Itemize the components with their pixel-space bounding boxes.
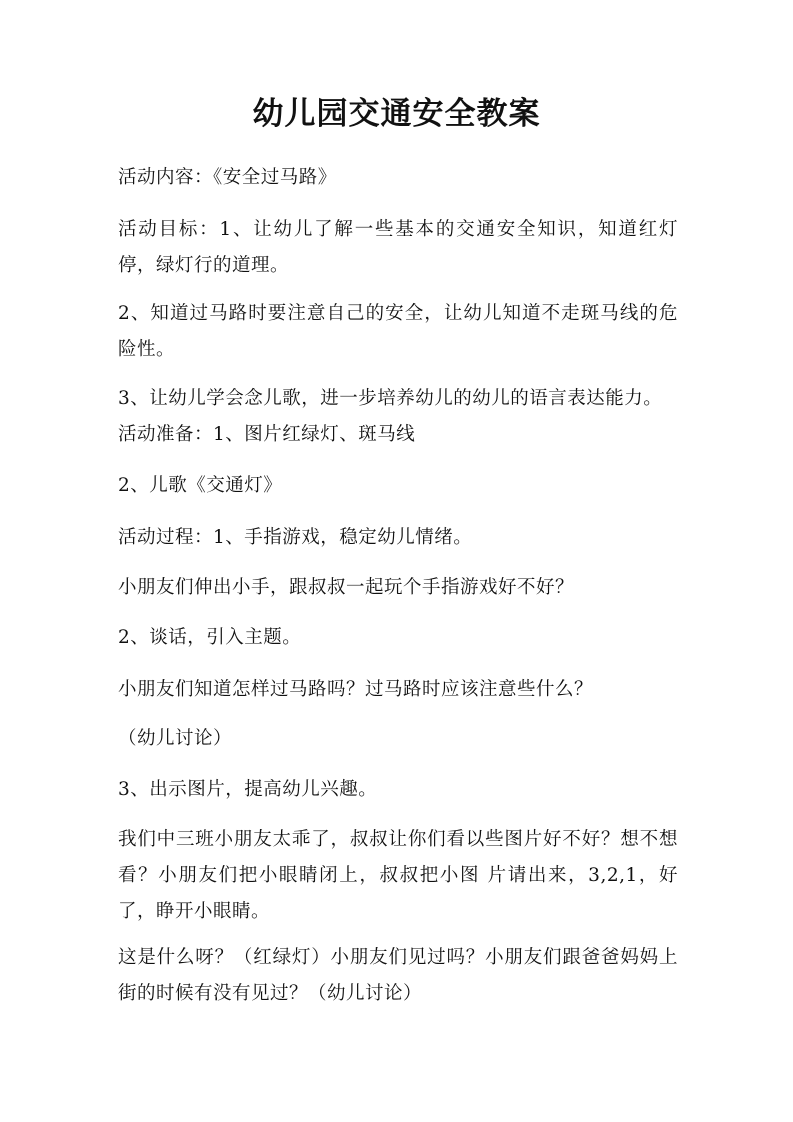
paragraph-activity-goal-2: 2、知道过马路时要注意自己的安全，让幼儿知道不走斑马线的危险性。: [118, 303, 678, 360]
paragraph-discussion-1: （幼儿讨论）: [118, 728, 233, 749]
paragraph-finger-game: 小朋友们伸出小手，跟叔叔一起玩个手指游戏好不好？: [118, 577, 575, 598]
paragraph-step-3: 3、出示图片，提高幼儿兴趣。: [118, 779, 378, 800]
paragraph-activity-prep-1: 活动准备：1、图片红绿灯、斑马线: [118, 424, 416, 445]
paragraph-activity-goal-1: 活动目标：1、让幼儿了解一些基本的交通安全知识，知道红灯停，绿灯行的道理。: [118, 219, 678, 276]
paragraph-activity-goal-3: 3、让幼儿学会念儿歌，进一步培养幼儿的幼儿的语言表达能力。: [118, 388, 663, 409]
paragraph-activity-prep-2: 2、儿歌《交通灯》: [118, 475, 283, 496]
document-title: 幼儿园交通安全教案: [252, 96, 541, 132]
paragraph-show-pictures: 我们中三班小朋友太乖了，叔叔让你们看以些图片好不好？想不想看？小朋友们把小眼睛闭上，叔叔把小图 片请出来，3,2,1，好了，睁开小眼睛。: [118, 829, 678, 922]
paragraph-activity-content: 活动内容：《安全过马路》: [118, 167, 337, 188]
paragraph-traffic-light-question: 这是什么呀？（红绿灯）小朋友们见过吗？小朋友们跟爸爸妈妈上街的时候有没有见过？（幼儿讨论）: [118, 947, 678, 1004]
paragraph-crossing-question: 小朋友们知道怎样过马路吗？过马路时应该注意些什么？: [118, 679, 594, 700]
paragraph-activity-process-1: 活动过程：1、手指游戏，稳定幼儿情绪。: [118, 527, 473, 548]
paragraph-step-2: 2、谈话，引入主题。: [118, 627, 302, 648]
